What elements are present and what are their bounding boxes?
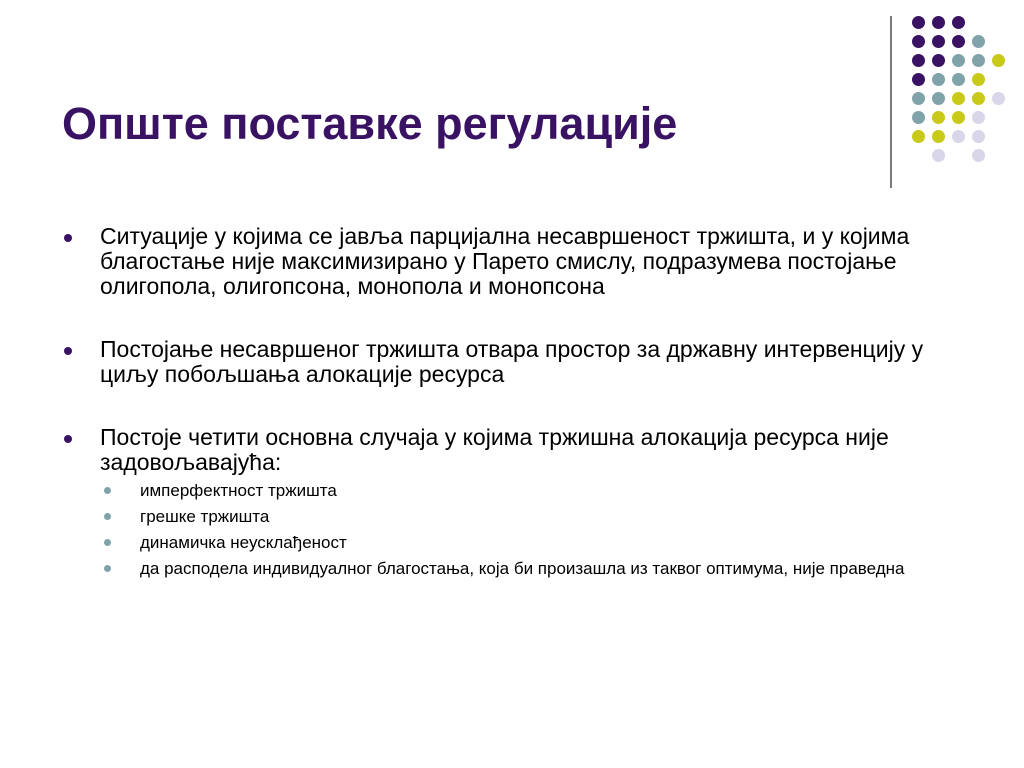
- decorative-dot: [952, 111, 965, 124]
- sub-bullet-item: [60, 533, 960, 552]
- decorative-dot: [952, 130, 965, 143]
- sub-bullet-icon: [104, 565, 111, 572]
- bullet-text: Ситуације у којима се јавља парцијална несавршеност тржишта, и у којима благостање није максимизирано у Парето смислу, подразумева постојање олигопола, олигопсона, монопола и монопсона: [100, 223, 910, 299]
- sub-bullet-text: грешке тржишта: [140, 507, 270, 526]
- decorative-dot: [912, 54, 925, 67]
- decorative-dot: [972, 130, 985, 143]
- decorative-dot: [992, 92, 1005, 105]
- decorative-dot: [952, 54, 965, 67]
- sub-bullet-text: да расподела индивидуалног благостања, која би произашла из таквог оптимума, није праведна: [140, 559, 905, 578]
- decorative-dot: [932, 16, 945, 29]
- decorative-dot: [972, 54, 985, 67]
- decorative-dot: [932, 73, 945, 86]
- decorative-dot: [912, 92, 925, 105]
- decorative-dot: [992, 54, 1005, 67]
- bullet-icon: [64, 347, 72, 355]
- decorative-dot: [912, 73, 925, 86]
- decorative-dot: [972, 73, 985, 86]
- decorative-dot: [972, 92, 985, 105]
- decorative-dot: [952, 73, 965, 86]
- sub-bullet-text: имперфектност тржишта: [140, 481, 337, 500]
- decorative-dot: [912, 111, 925, 124]
- sub-bullet-icon: [104, 539, 111, 546]
- sub-bullet-item: [60, 559, 960, 578]
- decorative-dot: [932, 149, 945, 162]
- decorative-dot: [912, 130, 925, 143]
- decorative-dot-grid: [900, 10, 1010, 170]
- sub-bullet-icon: [104, 487, 111, 494]
- slide-title: Опште поставке регулације: [62, 98, 678, 149]
- bullet-list: [60, 224, 960, 585]
- sub-bullet-item: [60, 481, 960, 500]
- decorative-dot: [932, 54, 945, 67]
- bullet-text: Постоје четити основна случаја у којима тржишна алокација ресурса није задовољавајућа:: [100, 424, 889, 475]
- decorative-dot: [952, 16, 965, 29]
- decorative-dot: [932, 92, 945, 105]
- sub-bullet-item: [60, 507, 960, 526]
- decorative-dot: [952, 35, 965, 48]
- decorative-dot: [912, 16, 925, 29]
- decorative-dot: [932, 111, 945, 124]
- sub-bullet-list: [60, 481, 960, 578]
- decorative-divider: [890, 16, 892, 188]
- decorative-dot: [912, 35, 925, 48]
- bullet-item: [60, 425, 960, 475]
- decorative-dot: [932, 130, 945, 143]
- sub-bullet-text: динамичка неусклађеност: [140, 533, 347, 552]
- decorative-dot: [972, 111, 985, 124]
- bullet-item: [60, 224, 960, 299]
- bullet-icon: [64, 435, 72, 443]
- sub-bullet-icon: [104, 513, 111, 520]
- bullet-item: [60, 337, 960, 387]
- decorative-dot: [932, 35, 945, 48]
- decorative-dot: [952, 92, 965, 105]
- bullet-icon: [64, 234, 72, 242]
- bullet-text: Постојање несавршеног тржишта отвара простор за државну интервенцију у циљу побољшања алокације ресурса: [100, 336, 924, 387]
- decorative-dot: [972, 35, 985, 48]
- decorative-dot: [972, 149, 985, 162]
